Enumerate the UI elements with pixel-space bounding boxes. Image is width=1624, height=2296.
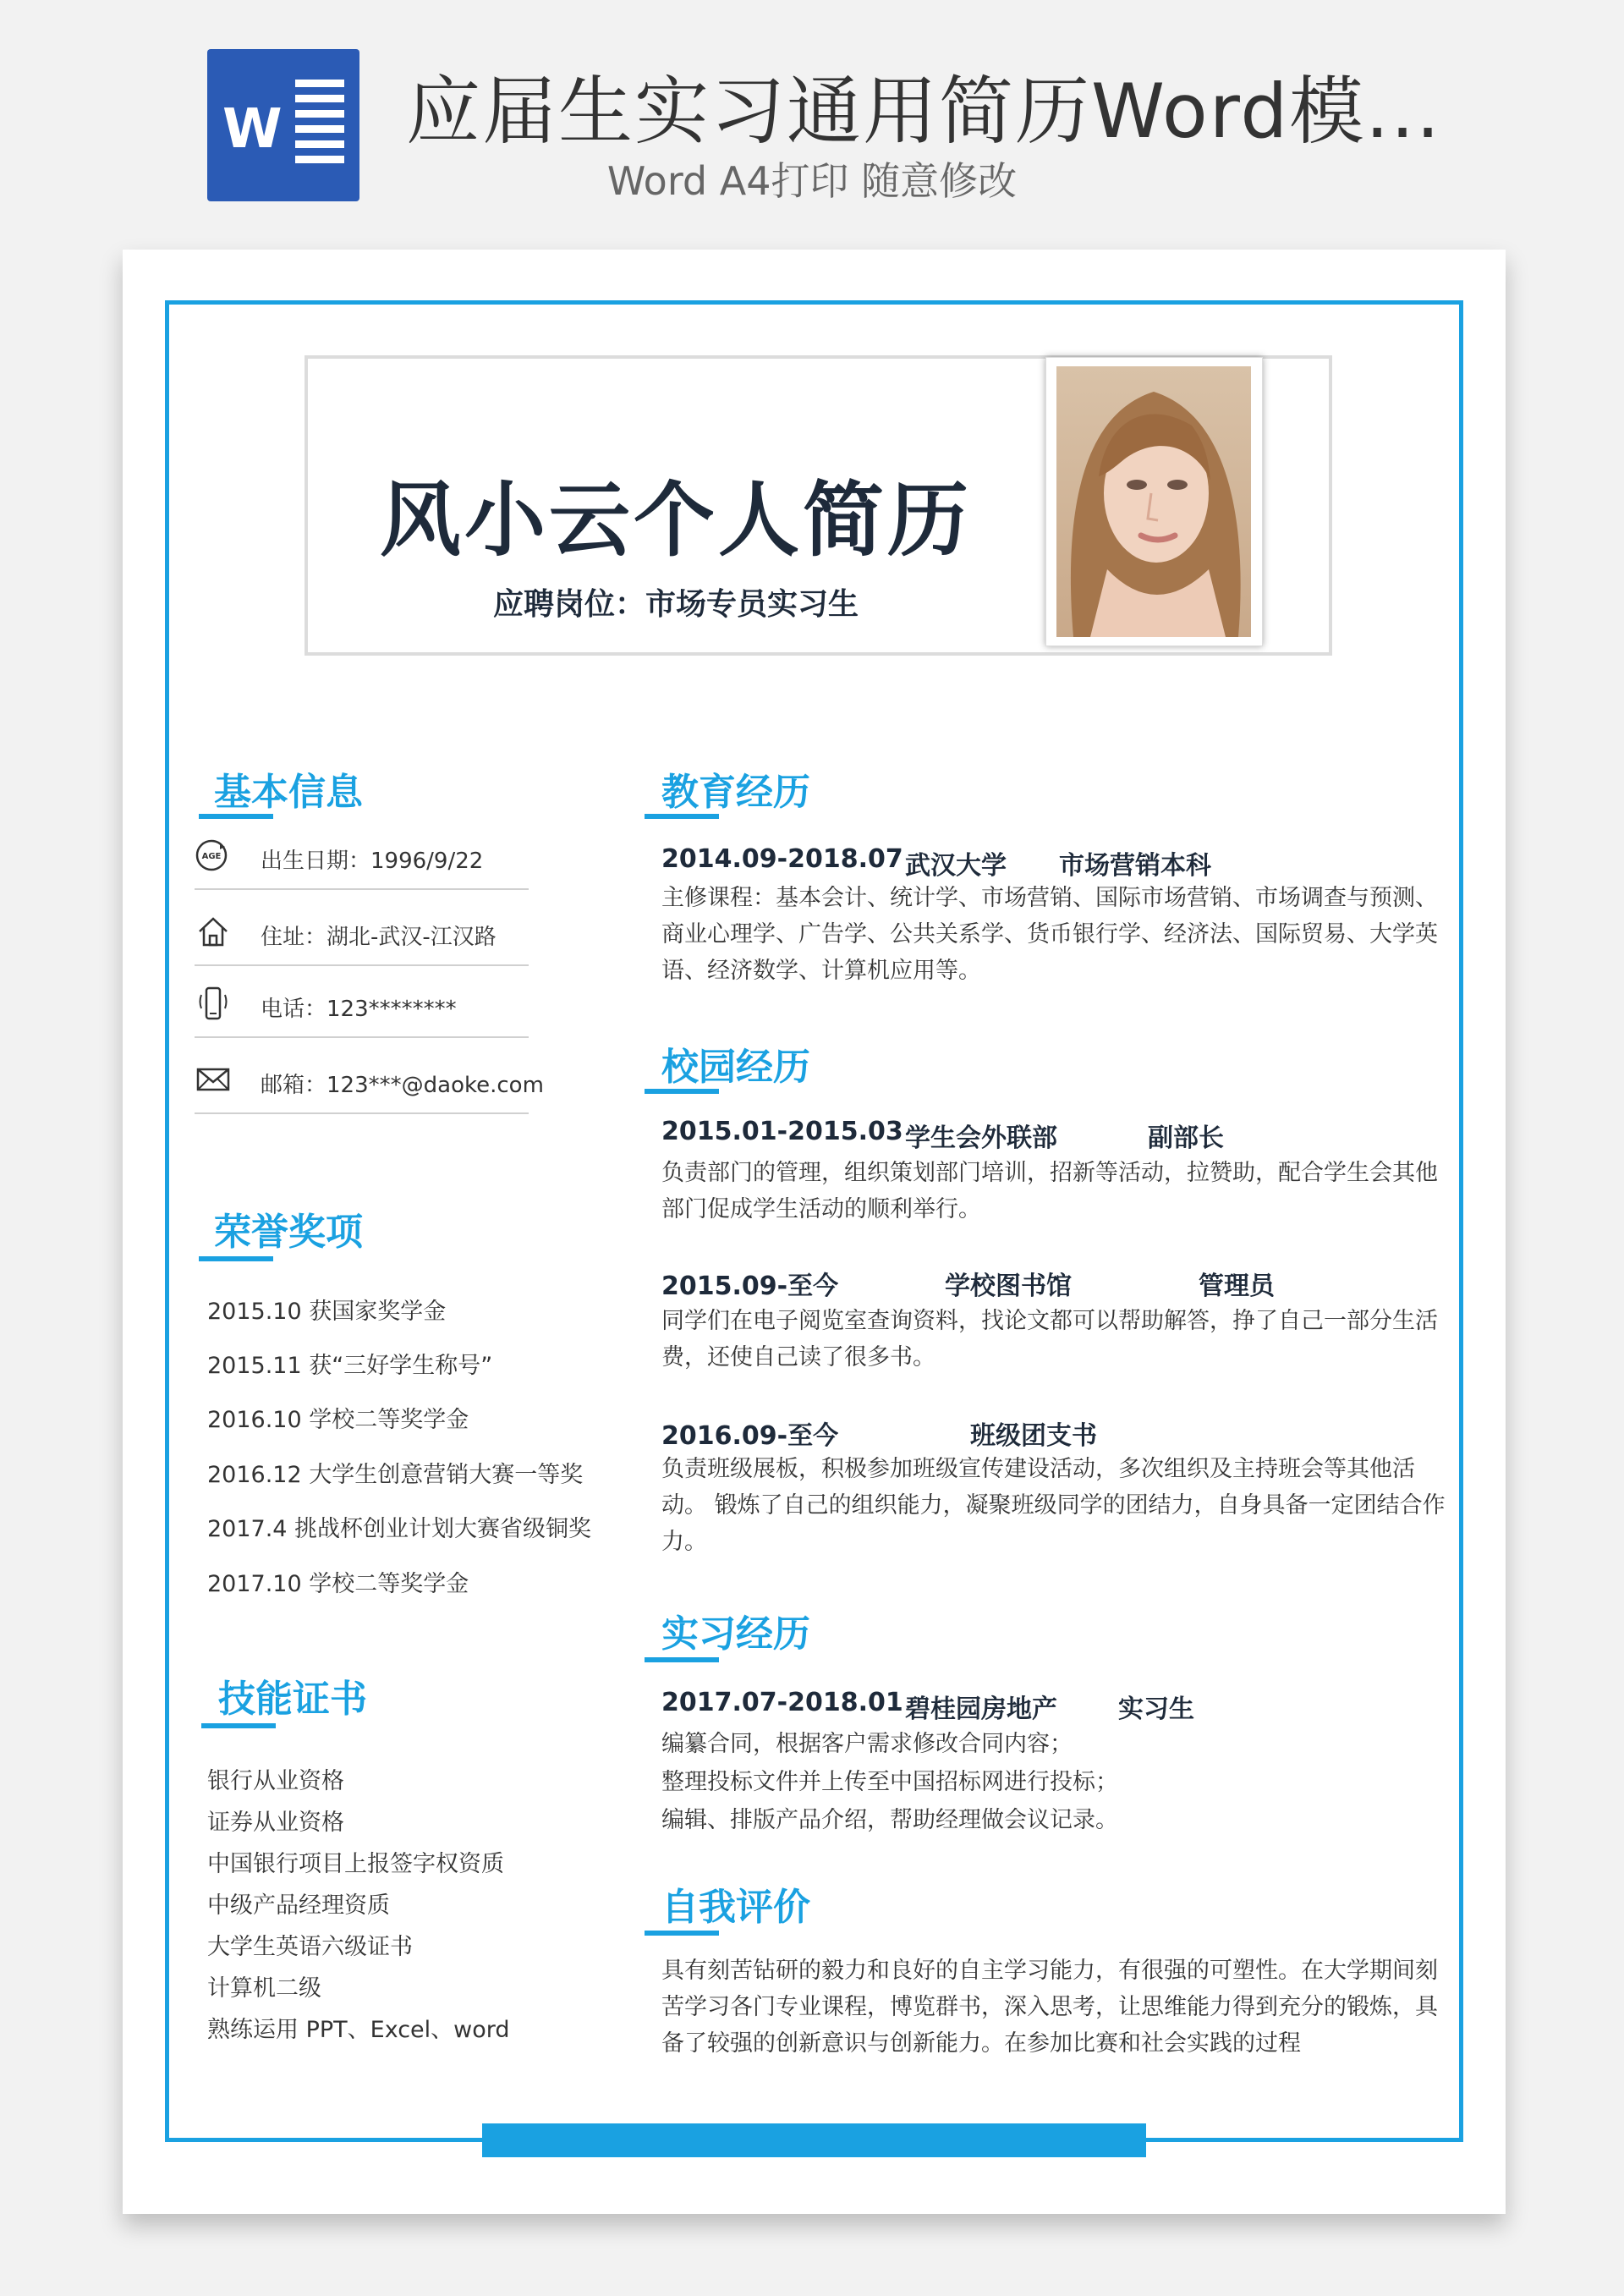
job-position: 应聘岗位：市场专员实习生 [492, 587, 859, 622]
honors-underline [199, 1256, 273, 1261]
skills-underline [201, 1723, 276, 1728]
campus-date: 2016.09-至今 [661, 1421, 839, 1451]
education-title: 教育经历 [661, 771, 810, 814]
info-row-address [195, 901, 529, 966]
template-subtitle: Word A4打印 随意修改 [606, 158, 1018, 204]
bottom-accent-bar [482, 2123, 1146, 2157]
campus-org: 学校图书馆 [945, 1272, 1072, 1301]
campus-desc: 同学们在电子阅览室查询资料，找论文都可以帮助解答，挣了自己一部分生活费，还使自己读了很多书。 [661, 1308, 1438, 1370]
honor-item: 2015.11 获“三好学生称号” [207, 1353, 493, 1379]
skill-item: 中国银行项目上报签字权资质 [207, 1851, 504, 1877]
education-major: 市场营销本科 [1059, 851, 1211, 881]
campus-desc: 负责部门的管理，组织策划部门培训，招新等活动，拉赞助，配合学生会其他部门促成学生活动的顺利举行。 [661, 1160, 1438, 1222]
self-eval-text: 具有刻苦钻研的毅力和良好的自主学习能力，有很强的可塑性。在大学期间刻苦学习各门专业课程，博览群书，深入思考，让思维能力得到充分的锻炼，具备了较强的创新意识与创新能力。在参加比赛和社会实践的过程 [661, 1958, 1438, 2057]
template-title: 应届生实习通用简历Word模... [406, 68, 1442, 155]
home-icon [195, 913, 232, 950]
campus-date: 2015.01-2015.03 [661, 1117, 903, 1146]
basic-info-underline [199, 814, 273, 819]
self-eval-title: 自我评价 [661, 1886, 810, 1929]
info-row-email [195, 1049, 544, 1114]
phone-icon [195, 985, 232, 1022]
honor-item: 2016.12 大学生创意营销大赛一等奖 [207, 1462, 584, 1488]
portrait-image [1056, 366, 1251, 637]
internship-company: 碧桂园房地产 [905, 1695, 1057, 1724]
campus-org: 学生会外联部 [905, 1123, 1057, 1153]
honor-item: 2016.10 学校二等奖学金 [207, 1407, 469, 1433]
skill-item: 大学生英语六级证书 [207, 1934, 413, 1960]
phone-text: 电话：123******** [261, 997, 457, 1022]
internship-line: 编纂合同，根据客户需求修改合同内容； [661, 1731, 1073, 1757]
campus-org: 班级团支书 [970, 1421, 1097, 1451]
honor-item: 2017.4 挑战杯创业计划大赛省级铜奖 [207, 1516, 592, 1542]
basic-info-title: 基本信息 [214, 771, 363, 814]
profile-photo [1045, 357, 1263, 646]
education-underline [645, 814, 719, 819]
honor-item: 2015.10 获国家奖学金 [207, 1299, 447, 1325]
campus-role: 管理员 [1199, 1272, 1275, 1301]
address-text: 住址：湖北-武汉-江汉路 [261, 925, 497, 950]
campus-title: 校园经历 [661, 1046, 810, 1089]
skill-item: 熟练运用 PPT、Excel、word [207, 2017, 510, 2043]
internship-line: 整理投标文件并上传至中国招标网进行投标； [661, 1769, 1118, 1795]
education-date: 2014.09-2018.07 [661, 844, 903, 874]
campus-desc: 负责班级展板，积极参加班级宣传建设活动，多次组织及主持班会等其他活动。 锻炼了自己的组织能力，凝聚班级同学的团结力，自身具备一定团结合作力。 [661, 1456, 1446, 1555]
svg-text:AGE: AGE [201, 852, 222, 861]
education-courses: 主修课程：基本会计、统计学、市场营销、国际市场营销、市场调查与预测、商业心理学、广告学、公共关系学、货币银行学、经济法、国际贸易、大学英语、经济数学、计算机应用等。 [661, 885, 1438, 984]
internship-role: 实习生 [1118, 1695, 1194, 1724]
internship-line: 编辑、排版产品介绍，帮助经理做会议记录。 [661, 1807, 1118, 1833]
education-school: 武汉大学 [905, 851, 1007, 881]
self-eval-underline [645, 1931, 719, 1936]
honor-item: 2017.10 学校二等奖学金 [207, 1571, 469, 1597]
skills-title: 技能证书 [218, 1678, 367, 1721]
birthday-text: 出生日期：1996/9/22 [261, 849, 484, 874]
skill-item: 证券从业资格 [207, 1810, 344, 1836]
skill-item: 银行从业资格 [207, 1768, 344, 1794]
info-row-phone [195, 973, 529, 1038]
word-icon-letter: W [222, 98, 283, 161]
internship-underline [645, 1657, 719, 1662]
age-icon [195, 837, 232, 874]
resume-paper [123, 250, 1506, 2214]
campus-date: 2015.09-至今 [661, 1272, 839, 1301]
internship-title: 实习经历 [661, 1612, 810, 1656]
campus-role: 副部长 [1148, 1123, 1224, 1153]
mail-icon [195, 1061, 232, 1098]
campus-underline [645, 1089, 719, 1094]
honors-title: 荣誉奖项 [214, 1211, 363, 1254]
internship-date: 2017.07-2018.01 [661, 1688, 903, 1717]
resume-name: 风小云个人简历 [380, 473, 972, 568]
email-text: 邮箱：123***@daoke.com [261, 1073, 544, 1098]
skill-item: 中级产品经理资质 [207, 1892, 390, 1919]
info-row-birthday [195, 825, 529, 890]
skill-item: 计算机二级 [207, 1975, 321, 2002]
